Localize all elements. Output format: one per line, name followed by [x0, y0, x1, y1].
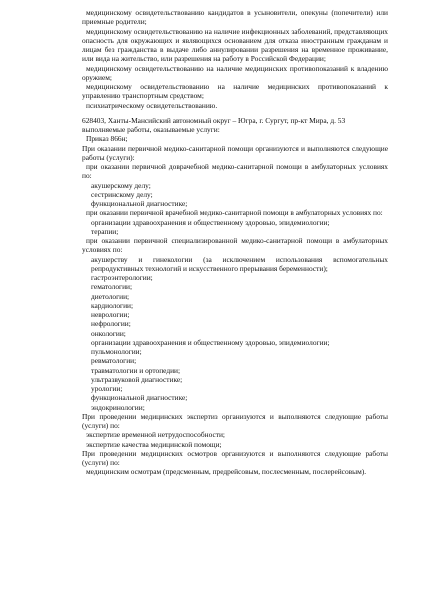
document-paragraph: медицинским осмотрам (предсменным, предрейсовым, послесменным, послерейсовым). [86, 467, 367, 477]
document-paragraph: организации здравоохранения и общественному здоровью, эпидемиологии; [91, 217, 330, 227]
document-paragraph: организации здравоохранения и общественному здоровью, эпидемиологии; [91, 337, 330, 347]
document-paragraph: онкологии; [91, 328, 126, 338]
document-paragraph: медицинскому освидетельствованию на наличие медицинских противопоказаний к управлению транспортным средством; [82, 82, 388, 101]
document-paragraph: сестринскому делу; [91, 189, 153, 199]
document-paragraph: медицинскому освидетельствованию на наличие инфекционных заболеваний, представляющих опасность для окружающих и являющихся основанием для отказа иностранным гражданам и лицам без гражданства в выдаче либо аннулировании разрешения на временное проживание, или вида на жительство, или разрешения на работу в Российской Федерации; [82, 26, 388, 64]
document-paragraph: кардиологии; [91, 300, 134, 310]
document-paragraph: травматологии и ортопедии; [91, 365, 181, 375]
document-paragraph: Приказ 866н; [86, 134, 128, 144]
document-paragraph: функциональной диагностике; [91, 393, 188, 403]
document-paragraph: функциональной диагностике; [91, 199, 188, 208]
document-paragraph: при оказании первичной специализированной медико-санитарной помощи в амбулаторных условиях по: [82, 236, 388, 255]
document-paragraph: 628403, Ханты-Мансийский автономный округ – Югра, г. Сургут, пр-кт Мира, д. 53 [82, 115, 346, 125]
document-paragraph: неврологии; [91, 310, 130, 319]
document-paragraph: экспертизе временной нетрудоспособности; [86, 430, 225, 440]
document-paragraph: при оказании первичной врачебной медико-санитарной помощи в амбулаторных условиях по: [86, 208, 383, 218]
document-paragraph: урологии; [91, 384, 123, 393]
document-paragraph: гастроэнтерологии; [91, 273, 153, 282]
document-paragraph: нефрологии; [91, 319, 131, 329]
document-paragraph: При оказании первичной медико-санитарной помощи организуются и выполняются следующие работы (услуги): [82, 143, 388, 162]
document-paragraph: при оказании первичной доврачебной медико-санитарной помощи в амбулаторных условиях по: [82, 162, 388, 181]
document-paragraph: эндокринологии; [91, 402, 145, 412]
document-paragraph: ультразвуковой диагностике; [91, 374, 183, 384]
document-paragraph: акушерству и гинекологии (за исключением использования вспомогательных репродуктивных технологий и искусственного прерывания беременности); [91, 254, 388, 273]
document-paragraph: гематологии; [91, 282, 133, 292]
document-paragraph: При проведении медицинских осмотров организуются и выполняются следующие работы (услуги) по: [82, 448, 388, 467]
document-paragraph: терапии; [91, 226, 119, 236]
document-page [82, 8, 388, 477]
document-paragraph: психиатрическому освидетельствованию. [86, 100, 218, 110]
document-paragraph: медицинскому освидетельствованию на наличие медицинских противопоказаний к владению оружием; [82, 63, 388, 82]
document-paragraph: выполняемые работы, оказываемые услуги: [82, 125, 220, 134]
document-paragraph: При проведении медицинских экспертиз организуются и выполняются следующие работы (услуги) по: [82, 411, 388, 430]
document-paragraph: акушерскому делу; [91, 180, 151, 190]
document-paragraph: пульмонологии; [91, 347, 142, 356]
document-paragraph: медицинскому освидетельствованию кандидатов в усыновители, опекуны (попечители) или приемные родители; [82, 8, 388, 27]
document-paragraph: экспертизе качества медицинской помощи; [86, 439, 222, 449]
document-paragraph: диетологии; [91, 291, 130, 301]
document-paragraph: ревматологии; [91, 356, 137, 366]
